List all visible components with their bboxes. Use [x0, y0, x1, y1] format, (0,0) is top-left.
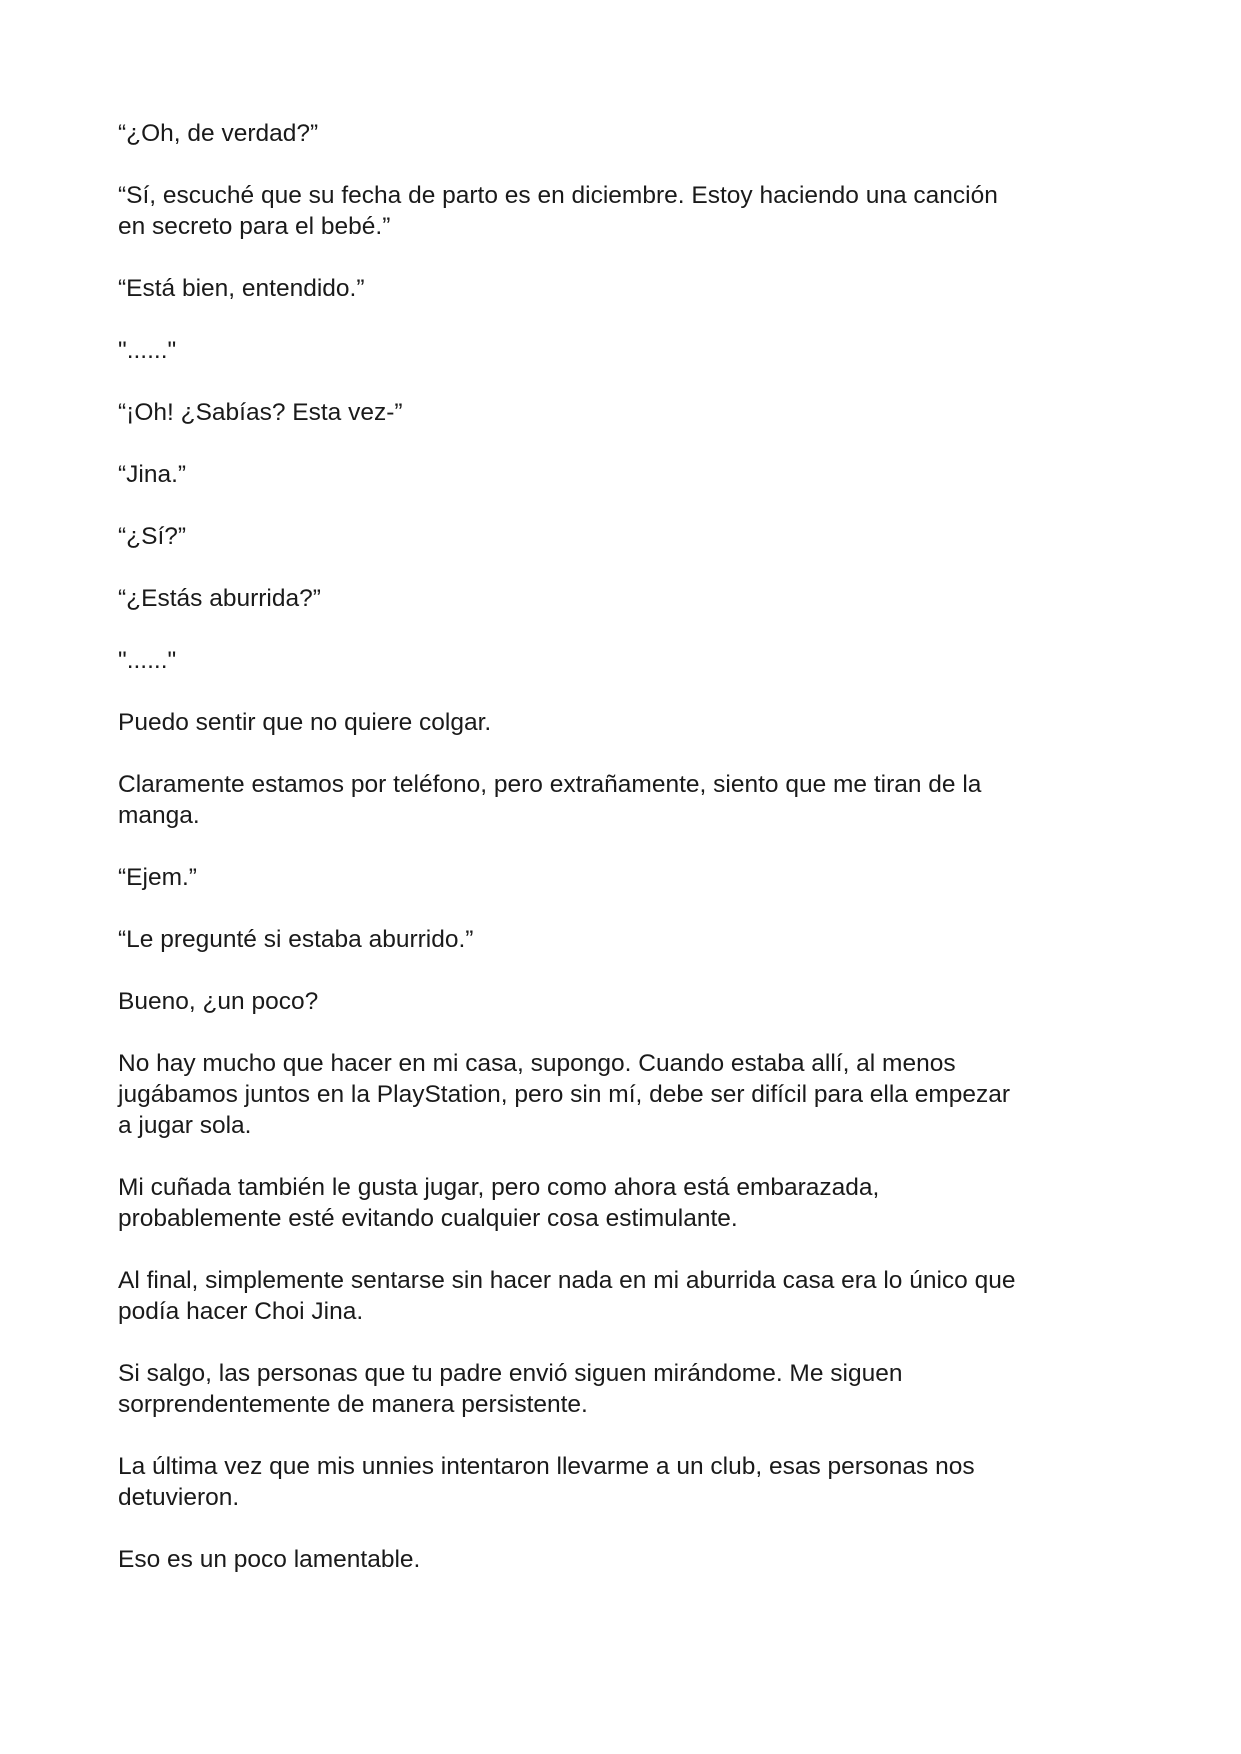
paragraph: Puedo sentir que no quiere colgar. — [118, 709, 492, 736]
paragraph: Bueno, ¿un poco? — [118, 988, 319, 1015]
paragraph: La última vez que mis unnies intentaron llevarme a un club, esas personas nos detuvieron. — [118, 1453, 975, 1511]
document-body — [118, 118, 1128, 1606]
paragraph: No hay mucho que hacer en mi casa, supongo. Cuando estaba allí, al menos jugábamos juntos en la PlayStation, pero sin mí, debe ser difícil para ella empezar a jugar sola. — [118, 1050, 1011, 1139]
paragraph: Mi cuñada también le gusta jugar, pero como ahora está embarazada, probablemente esté evitando cualquier cosa estimulante. — [118, 1174, 880, 1232]
paragraph: “Le pregunté si estaba aburrido.” — [118, 926, 474, 953]
paragraph: “¿Estás aburrida?” — [118, 585, 321, 612]
paragraph: "......" — [118, 337, 177, 364]
paragraph: Al final, simplemente sentarse sin hacer nada en mi aburrida casa era lo único que podía hacer Choi Jina. — [118, 1267, 1016, 1325]
paragraph: Claramente estamos por teléfono, pero extrañamente, siento que me tiran de la manga. — [118, 771, 982, 829]
paragraph: Si salgo, las personas que tu padre envió siguen mirándome. Me siguen sorprendentemente de manera persistente. — [118, 1360, 903, 1418]
paragraph: "......" — [118, 647, 177, 674]
paragraph: “Ejem.” — [118, 864, 197, 891]
paragraph: “¿Oh, de verdad?” — [118, 120, 319, 147]
paragraph: “¡Oh! ¿Sabías? Esta vez-” — [118, 399, 403, 426]
paragraph: Eso es un poco lamentable. — [118, 1546, 421, 1573]
paragraph: “Está bien, entendido.” — [118, 275, 365, 302]
paragraph: “Jina.” — [118, 461, 187, 488]
paragraph: “¿Sí?” — [118, 523, 187, 550]
paragraph: “Sí, escuché que su fecha de parto es en diciembre. Estoy haciendo una canción en secreto para el bebé.” — [118, 182, 998, 240]
